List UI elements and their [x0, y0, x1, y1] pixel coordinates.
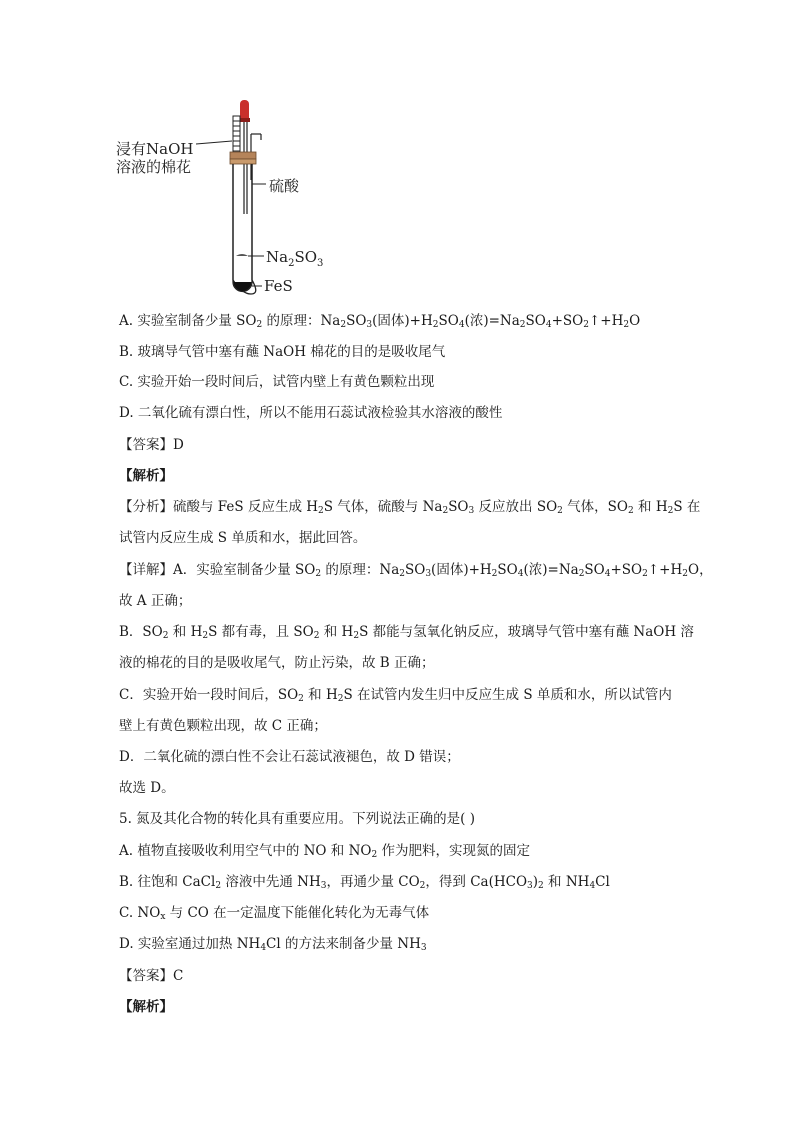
q4-option-d: D. 二氧化硫有漂白性，所以不能用石蕊试液检验其水溶液的酸性: [119, 405, 503, 421]
q5-option-b: B. 往饱和 CaCl$_2$ 溶液中先通 $NH_3$，再通少量 $CO_2$，得到 $Ca(HCO_3)_2$ 和 $NH_4Cl$: [119, 874, 610, 891]
q4-option-a: A. 实验室制备少量 $SO_2$ 的原理：$Na_2SO_3$(固体)$+H_2SO_4$(浓)$=Na_2SO_4+SO_2↑+H_2O$: [119, 313, 641, 330]
q5-answer: 【答案】C: [119, 968, 184, 984]
q4-analysis-head: 【解析】: [119, 468, 173, 484]
apparatus-figure: [116, 96, 346, 300]
label-cotton-line1: 浸有NaOH: [116, 140, 194, 158]
q4-b-line1: B．$SO_2$ 和 $H_2S$ 都有毒，且 $SO_2$ 和 $H_2S$ 都能与氢氧化钠反应，玻璃导气管中塞有蘸 NaOH 溶: [119, 624, 694, 641]
q4-option-b: B. 玻璃导气管中塞有蘸 NaOH 棉花的目的是吸收尾气: [119, 344, 446, 360]
q5-option-d: D. 实验室通过加热 $NH_4Cl$ 的方法来制备少量 $NH_3$: [119, 936, 427, 953]
q5-analysis-head: 【解析】: [119, 999, 173, 1015]
cork-stopper-2: [230, 159, 256, 164]
na2so3-solid: [236, 254, 248, 256]
label-fes: FeS: [264, 277, 293, 295]
q4-c-line2: 壁上有黄色颗粒出现，故 C 正确；: [119, 718, 327, 734]
label-na2so3: $Na_2SO_3$: [266, 248, 324, 269]
label-cotton-line2: 溶液的棉花: [116, 158, 192, 176]
q4-xiangjie-line2: 故 A 正确；: [119, 593, 192, 609]
q4-fenxi-line2: 试管内反应生成 S 单质和水，据此回答。: [119, 530, 367, 546]
dropper-bulb-base: [239, 118, 250, 122]
q4-b-line2: 液的棉花的目的是吸收尾气，防止污染，故 B 正确；: [119, 655, 435, 671]
q4-xiangjie-line1: 【详解】A．实验室制备少量 $SO_2$ 的原理：$Na_2SO_3$(固体)$+H_2SO_4$(浓)$=Na_2SO_4+SO_2↑+H_2O$，: [119, 562, 713, 579]
label-acid: 硫酸: [269, 177, 300, 195]
q5-option-a: A. 植物直接吸收利用空气中的 NO 和 $NO_2$ 作为肥料，实现氮的固定: [119, 843, 530, 860]
q4-c-line1: C．实验开始一段时间后，$SO_2$ 和 $H_2S$ 在试管内发生归中反应生成 S 单质和水，所以试管内: [119, 687, 672, 704]
q4-fenxi-line1: 【分析】硫酸与 FeS 反应生成 $H_2S$ 气体，硫酸与 $Na_2SO_3$ 反应放出 $SO_2$ 气体，$SO_2$ 和 $H_2S$ 在: [119, 499, 701, 516]
q5-option-c: C. $NO_x$ 与 CO 在一定温度下能催化转化为无毒气体: [119, 905, 430, 922]
cork-stopper: [230, 152, 256, 159]
q4-answer: 【答案】D: [119, 437, 184, 453]
q4-choose: 故选 D。: [119, 780, 175, 796]
q4-option-c: C. 实验开始一段时间后，试管内壁上有黄色颗粒出现: [119, 374, 435, 390]
q4-d-line1: D．二氧化硫的漂白性不会让石蕊试液褪色，故 D 错误；: [119, 749, 460, 765]
q5-stem: 5. 氮及其化合物的转化具有重要应用。下列说法正确的是( ): [119, 811, 475, 827]
